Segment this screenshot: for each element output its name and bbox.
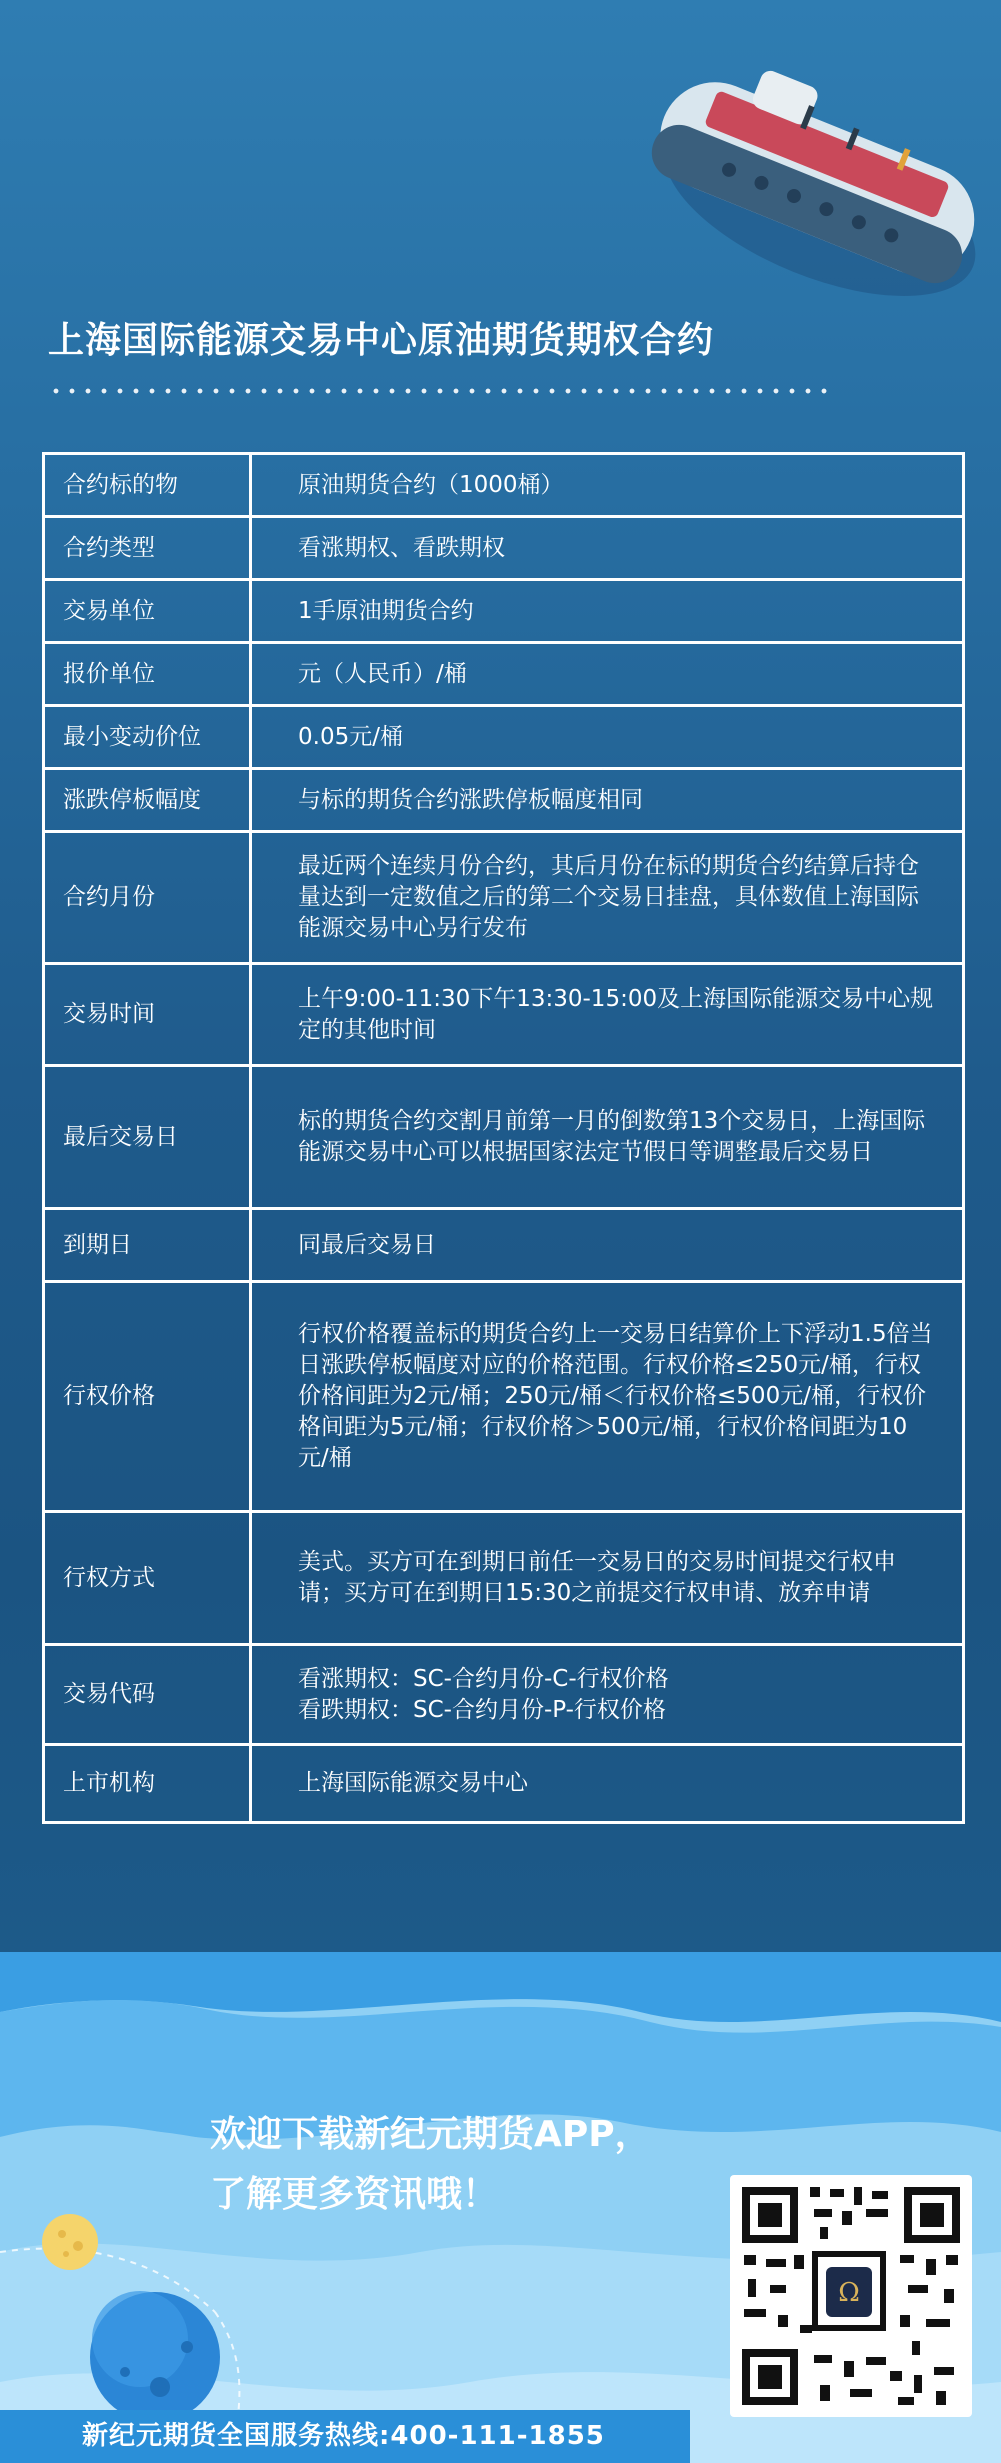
row-value: 原油期货合约（1000桶）: [251, 454, 964, 517]
row-label: 到期日: [44, 1209, 251, 1282]
dotted-divider: [48, 388, 828, 394]
table-row: [44, 454, 964, 517]
row-label: 交易时间: [44, 964, 251, 1066]
row-value: 0.05元/桶: [251, 706, 964, 769]
row-value: 上海国际能源交易中心: [251, 1745, 964, 1823]
row-label: 行权方式: [44, 1512, 251, 1645]
promo-line-2: 了解更多资讯哦！: [210, 2174, 499, 2215]
row-label: 合约类型: [44, 517, 251, 580]
row-value: 上午9:00-11:30下午13:30-15:00及上海国际能源交易中心规定的其他时间: [251, 964, 964, 1066]
row-value: 看涨期权：SC-合约月份-C-行权价格 看跌期权：SC-合约月份-P-行权价格: [251, 1645, 964, 1745]
table-row: [44, 832, 964, 964]
promo-text: [210, 2105, 651, 2225]
row-label: 涨跌停板幅度: [44, 769, 251, 832]
row-value: 美式。买方可在到期日前任一交易日的交易时间提交行权申请；买方可在到期日15:30之前提交行权申请、放弃申请: [251, 1512, 964, 1645]
contract-spec-table: [42, 452, 965, 1824]
row-value: 行权价格覆盖标的期货合约上一交易日结算价上下浮动1.5倍当日涨跌停板幅度对应的价格范围。行权价格≤250元/桶，行权价格间距为2元/桶；250元/桶＜行权价格≤500元/桶，行权价格间距为5元/桶；行权价格＞500元/桶，行权价格间距为10元/桶: [251, 1282, 964, 1512]
svg-text:Ω: Ω: [838, 2278, 860, 2308]
table-row: [44, 517, 964, 580]
row-value: 1手原油期货合约: [251, 580, 964, 643]
row-value: 最近两个连续月份合约，其后月份在标的期货合约结算后持仓量达到一定数值之后的第二个交易日挂盘，具体数值上海国际能源交易中心另行发布: [251, 832, 964, 964]
row-value: 元（人民币）/桶: [251, 643, 964, 706]
service-hotline: 新纪元期货全国服务热线:400-111-1855: [0, 2410, 690, 2463]
row-label: 合约月份: [44, 832, 251, 964]
table-row: [44, 1745, 964, 1823]
row-value: 标的期货合约交割月前第一月的倒数第13个交易日，上海国际能源交易中心可以根据国家法定节假日等调整最后交易日: [251, 1066, 964, 1209]
row-label: 报价单位: [44, 643, 251, 706]
row-value: 看涨期权、看跌期权: [251, 517, 964, 580]
row-value: 同最后交易日: [251, 1209, 964, 1282]
promo-line-1: 欢迎下载新纪元期货APP，: [210, 2114, 651, 2155]
table-row: [44, 643, 964, 706]
row-value: 与标的期货合约涨跌停板幅度相同: [251, 769, 964, 832]
table-row: [44, 1645, 964, 1745]
row-label: 最后交易日: [44, 1066, 251, 1209]
table-row: [44, 580, 964, 643]
moon-icon: [40, 2212, 100, 2272]
submarine-illustration: [630, 55, 1000, 315]
row-label: 最小变动价位: [44, 706, 251, 769]
row-label: 交易单位: [44, 580, 251, 643]
qr-code[interactable]: [730, 2175, 972, 2417]
row-label: 交易代码: [44, 1645, 251, 1745]
planet-icon: [85, 2287, 225, 2427]
row-label: 合约标的物: [44, 454, 251, 517]
table-row: [44, 1209, 964, 1282]
table-row: [44, 706, 964, 769]
table-row: [44, 769, 964, 832]
table-row: [44, 1282, 964, 1512]
table-row: [44, 1066, 964, 1209]
table-row: [44, 964, 964, 1066]
row-label: 上市机构: [44, 1745, 251, 1823]
page-title: 上海国际能源交易中心原油期货期权合约: [48, 320, 715, 361]
row-label: 行权价格: [44, 1282, 251, 1512]
table-row: [44, 1512, 964, 1645]
